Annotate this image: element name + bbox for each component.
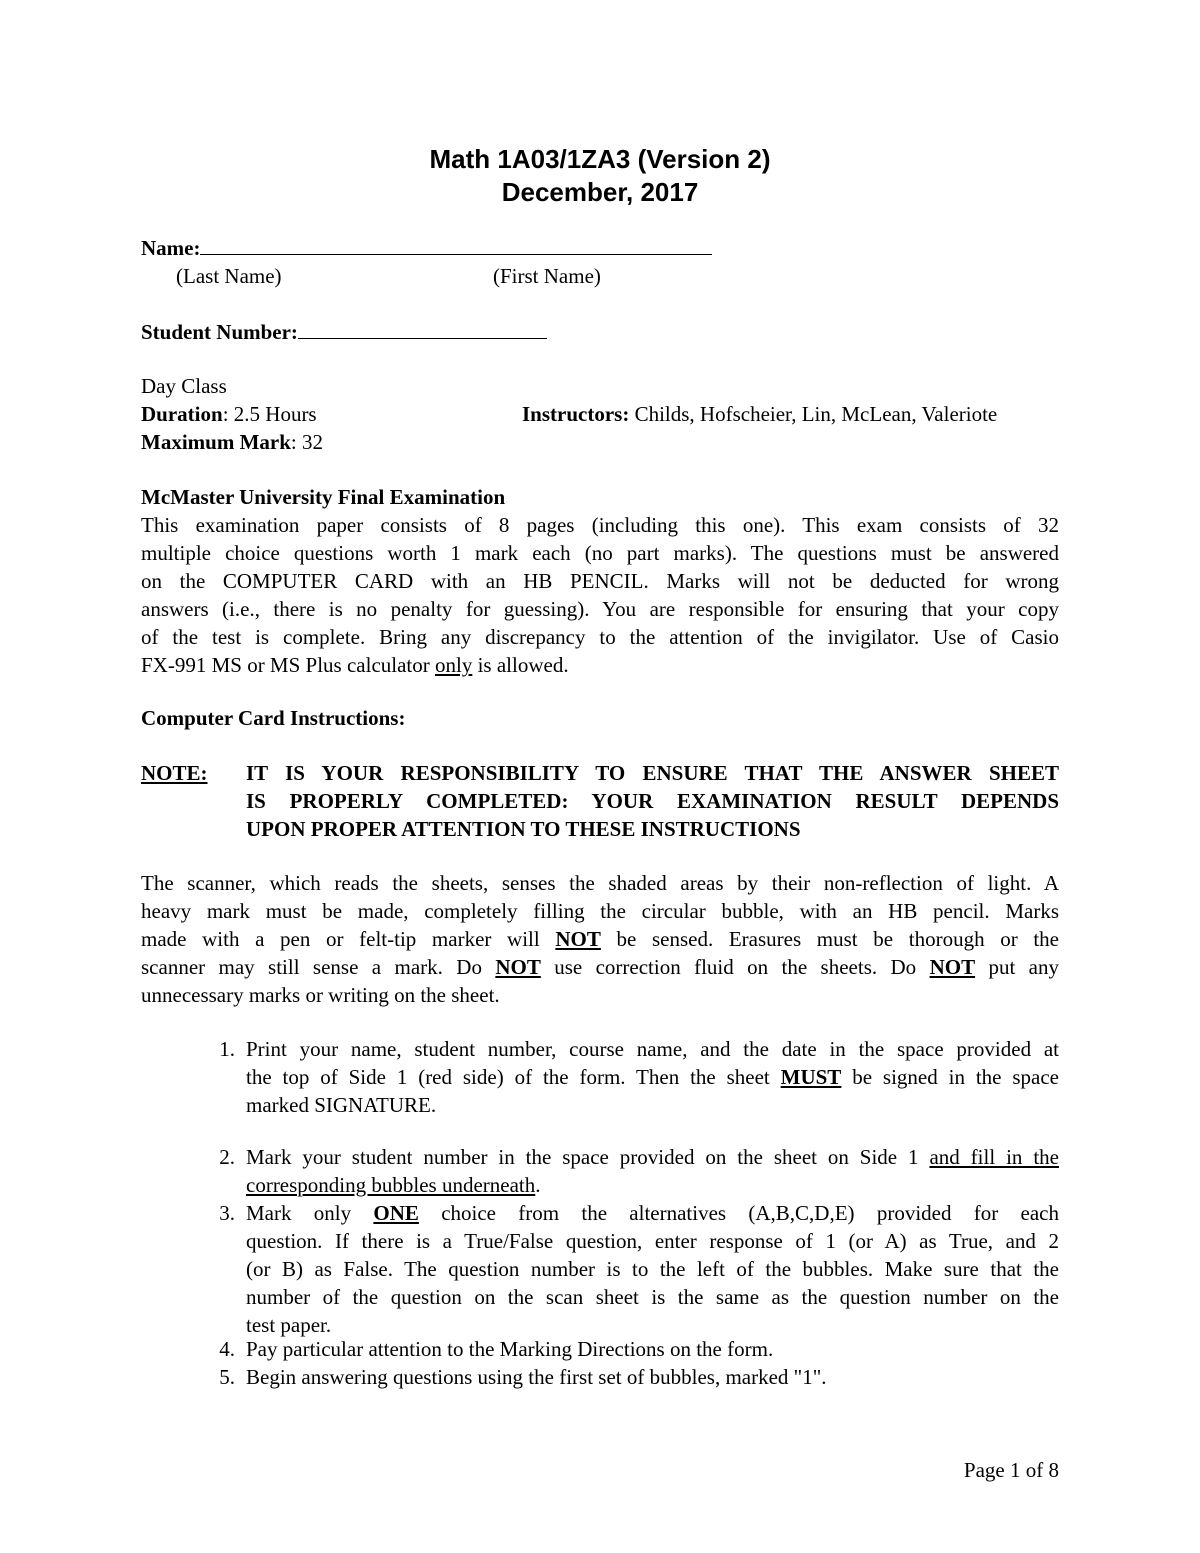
item-line: Print your name, student number, course name, and the date in the space provided at — [246, 1037, 1059, 1061]
scanner-paragraph — [141, 869, 1059, 1009]
paragraph-line: answers (i.e., there is no penalty for guessing). You are responsible for ensuring that your copy — [141, 597, 1059, 621]
student-number-label: Student Number: — [141, 320, 298, 344]
item-line: (or B) as False. The question number is to the left of the bubbles. Make sure that the — [246, 1257, 1059, 1281]
paragraph-line — [141, 925, 1059, 953]
emphasis-must: MUST — [780, 1065, 842, 1089]
name-field-row — [141, 234, 712, 262]
name-blank-line[interactable] — [200, 253, 712, 255]
section-heading-computer-card: Computer Card Instructions: — [141, 706, 406, 730]
duration-label: Duration — [141, 402, 223, 426]
paragraph-line: unnecessary marks or writing on the sheet. — [141, 983, 500, 1007]
item-line: number of the question on the scan sheet is the same as the question number on the — [246, 1285, 1059, 1309]
maximum-mark-value: : 32 — [290, 430, 323, 454]
note-line: UPON PROPER ATTENTION TO THESE INSTRUCTIONS — [246, 817, 801, 841]
text-run: scanner may still sense a mark. Do — [141, 955, 496, 979]
note-line: IT IS YOUR RESPONSIBILITY TO ENSURE THAT THE ANSWER SHEET — [246, 761, 1059, 785]
note-text — [246, 759, 1059, 843]
paragraph-line: of the test is complete. Bring any discrepancy to the attention of the invigilator. Use of Casio — [141, 625, 1059, 649]
last-name-hint: (Last Name) — [176, 264, 282, 288]
duration-value: : 2.5 Hours — [222, 402, 317, 426]
list-item — [0, 1335, 1200, 1363]
item-line: marked SIGNATURE. — [246, 1093, 437, 1117]
exam-instructions-paragraph — [141, 511, 1059, 679]
emphasis-not: NOT — [555, 927, 601, 951]
text-run: be sensed. Erasures must be thorough or the — [600, 927, 1059, 951]
list-item — [0, 1035, 1200, 1119]
page-number: Page 1 of 8 — [963, 1458, 1059, 1482]
list-item-number: 1. — [219, 1037, 235, 1061]
list-item — [0, 1363, 1200, 1391]
maximum-mark-label: Maximum Mark — [141, 430, 291, 454]
text-run: FX-991 MS or MS Plus calculator — [141, 653, 435, 677]
instructors-value: Childs, Hofscheier, Lin, McLean, Valeriote — [629, 402, 998, 426]
list-item-number: 3. — [219, 1201, 235, 1225]
list-item — [0, 1143, 1200, 1199]
student-number-blank-line[interactable] — [298, 337, 547, 339]
item-line: question. If there is a True/False question, enter response of 1 (or A) as True, and 2 — [246, 1229, 1059, 1253]
list-item-number: 4. — [219, 1337, 235, 1361]
list-item-text — [246, 1199, 1059, 1339]
text-run: is allowed. — [472, 653, 569, 677]
underlined-text: and fill in the — [929, 1145, 1059, 1169]
text-run: be signed in the space — [841, 1065, 1059, 1089]
item-line — [246, 1143, 1059, 1171]
maximum-mark — [141, 428, 323, 456]
paragraph-line: multiple choice questions worth 1 mark each (no part marks). The questions must be answered — [141, 541, 1059, 565]
duration — [141, 400, 317, 428]
item-line — [246, 1171, 1059, 1199]
paragraph-line: The scanner, which reads the sheets, senses the shaded areas by their non-reflection of light. A — [141, 871, 1059, 895]
exam-title: Math 1A03/1ZA3 (Version 2) — [429, 144, 771, 174]
paragraph-line — [141, 953, 1059, 981]
list-item-text: Pay particular attention to the Marking Directions on the form. — [246, 1337, 774, 1361]
paragraph-line — [141, 651, 1059, 679]
list-item-number: 5. — [219, 1365, 235, 1389]
text-run: Mark only — [246, 1201, 374, 1225]
note-label: NOTE: — [141, 761, 208, 785]
note-line: IS PROPERLY COMPLETED: YOUR EXAMINATION RESULT DEPENDS — [246, 789, 1059, 813]
emphasis-not: NOT — [929, 955, 976, 979]
list-item — [0, 1199, 1200, 1339]
paragraph-line: on the COMPUTER CARD with an HB PENCIL. Marks will not be deducted for wrong — [141, 569, 1059, 593]
paragraph-line: heavy mark must be made, completely filling the circular bubble, with an HB pencil. Marks — [141, 899, 1059, 923]
instructors-label: Instructors: — [522, 402, 630, 426]
text-run: Mark your student number in the space provided on the sheet on Side 1 — [246, 1145, 930, 1169]
list-item-text — [246, 1035, 1059, 1119]
list-item-number: 2. — [219, 1145, 235, 1169]
item-line — [246, 1199, 1059, 1227]
underlined-only: only — [435, 653, 473, 677]
paragraph-line: This examination paper consists of 8 pages (including this one). This exam consists of 32 — [141, 513, 1059, 537]
emphasis-not: NOT — [495, 955, 541, 979]
list-item-text: Begin answering questions using the first set of bubbles, marked "1". — [246, 1365, 827, 1389]
first-name-hint: (First Name) — [493, 264, 601, 288]
name-label: Name: — [141, 236, 201, 260]
text-run: . — [535, 1173, 541, 1197]
student-number-row — [141, 318, 547, 346]
text-run: use correction fluid on the sheets. Do — [540, 955, 930, 979]
text-run: choice from the alternatives (A,B,C,D,E) provided for each — [418, 1201, 1059, 1225]
text-run: put any — [975, 955, 1059, 979]
item-line: test paper. — [246, 1313, 332, 1337]
exam-date: December, 2017 — [501, 177, 699, 207]
emphasis-one: ONE — [373, 1201, 419, 1225]
item-line — [246, 1063, 1059, 1091]
text-run: made with a pen or felt-tip marker will — [141, 927, 556, 951]
list-item-text — [246, 1143, 1059, 1199]
instructors — [522, 400, 997, 428]
text-run: the top of Side 1 (red side) of the form. Then the sheet — [246, 1065, 781, 1089]
section-heading-exam: McMaster University Final Examination — [141, 485, 506, 509]
underlined-text: corresponding bubbles underneath — [246, 1173, 536, 1197]
day-class: Day Class — [141, 374, 227, 398]
